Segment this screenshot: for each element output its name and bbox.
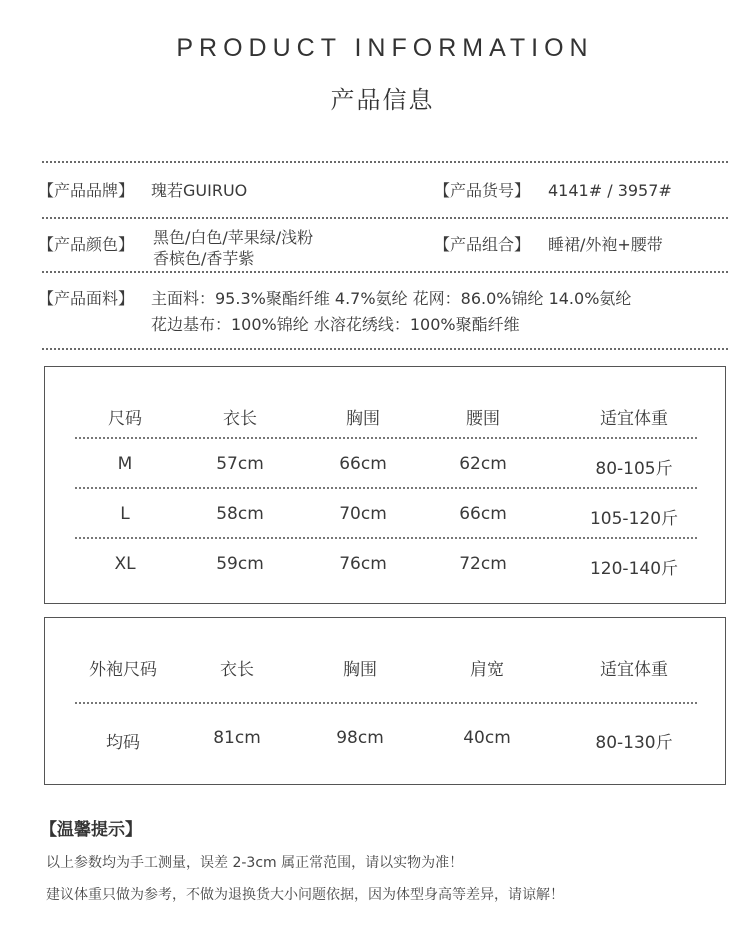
divider	[42, 271, 728, 273]
size-header-length: 衣长	[223, 409, 257, 429]
tips-title: 【温馨提示】	[40, 820, 142, 840]
page-title-chinese: 产品信息	[330, 86, 435, 114]
robe-cell: 81cm	[213, 728, 261, 748]
tips-line-2: 建议体重只做为参考，不做为退换货大小问题依据，因为体型身高等差异，请谅解！	[46, 887, 564, 903]
size-cell: 66cm	[339, 454, 387, 474]
robe-header-bust: 胸围	[343, 660, 377, 680]
size-cell: L	[120, 504, 130, 524]
tips-line-1: 以上参数均为手工测量，误差 2-3cm 属正常范围，请以实物为准！	[46, 855, 464, 871]
divider	[42, 217, 728, 219]
color-label: 【产品颜色】	[38, 235, 135, 254]
size-cell: M	[117, 454, 133, 474]
size-cell: 59cm	[216, 554, 264, 574]
robe-header-size: 外袍尺码	[89, 660, 157, 680]
sku-value: 4141# / 3957#	[548, 181, 672, 200]
size-cell: XL	[114, 554, 136, 574]
page-title-english: PRODUCT INFORMATION	[176, 34, 594, 62]
divider	[42, 161, 728, 163]
robe-cell: 40cm	[463, 728, 511, 748]
brand-label: 【产品品牌】	[38, 181, 135, 200]
table-divider	[75, 537, 697, 539]
size-header-waist: 腰围	[466, 409, 500, 429]
robe-table	[44, 617, 726, 785]
size-table	[44, 366, 726, 604]
table-divider	[75, 437, 697, 439]
size-cell: 57cm	[216, 454, 264, 474]
robe-header-weight: 适宜体重	[600, 660, 668, 680]
size-cell: 70cm	[339, 504, 387, 524]
size-header-weight: 适宜体重	[600, 409, 668, 429]
color-value-line1: 黑色/白色/苹果绿/浅粉	[153, 228, 314, 247]
color-value-line2: 香槟色/香芋紫	[153, 249, 255, 268]
size-cell: 58cm	[216, 504, 264, 524]
robe-cell: 均码	[106, 733, 140, 753]
size-cell: 120-140斤	[589, 559, 679, 579]
robe-header-length: 衣长	[220, 660, 254, 680]
sku-label: 【产品货号】	[434, 181, 531, 200]
divider	[42, 348, 728, 350]
size-cell: 72cm	[459, 554, 507, 574]
size-cell: 66cm	[459, 504, 507, 524]
brand-value: 瑰若GUIRUO	[151, 181, 248, 200]
robe-cell: 80-130斤	[595, 733, 673, 753]
size-cell: 62cm	[459, 454, 507, 474]
size-header-size: 尺码	[108, 409, 142, 429]
size-header-bust: 胸围	[346, 409, 380, 429]
size-cell: 80-105斤	[595, 459, 673, 479]
size-cell: 105-120斤	[589, 509, 679, 529]
combo-label: 【产品组合】	[434, 235, 531, 254]
table-divider	[75, 487, 697, 489]
fabric-value-line2: 花边基布：100%锦纶 水溶花绣线：100%聚酯纤维	[151, 315, 520, 334]
combo-value: 睡裙/外袍+腰带	[548, 235, 663, 254]
fabric-label: 【产品面料】	[38, 289, 135, 308]
fabric-value-line1: 主面料：95.3%聚酯纤维 4.7%氨纶 花网：86.0%锦纶 14.0%氨纶	[151, 289, 632, 308]
table-divider	[75, 702, 697, 704]
size-cell: 76cm	[339, 554, 387, 574]
robe-cell: 98cm	[336, 728, 384, 748]
robe-header-shoulder: 肩宽	[470, 660, 504, 680]
